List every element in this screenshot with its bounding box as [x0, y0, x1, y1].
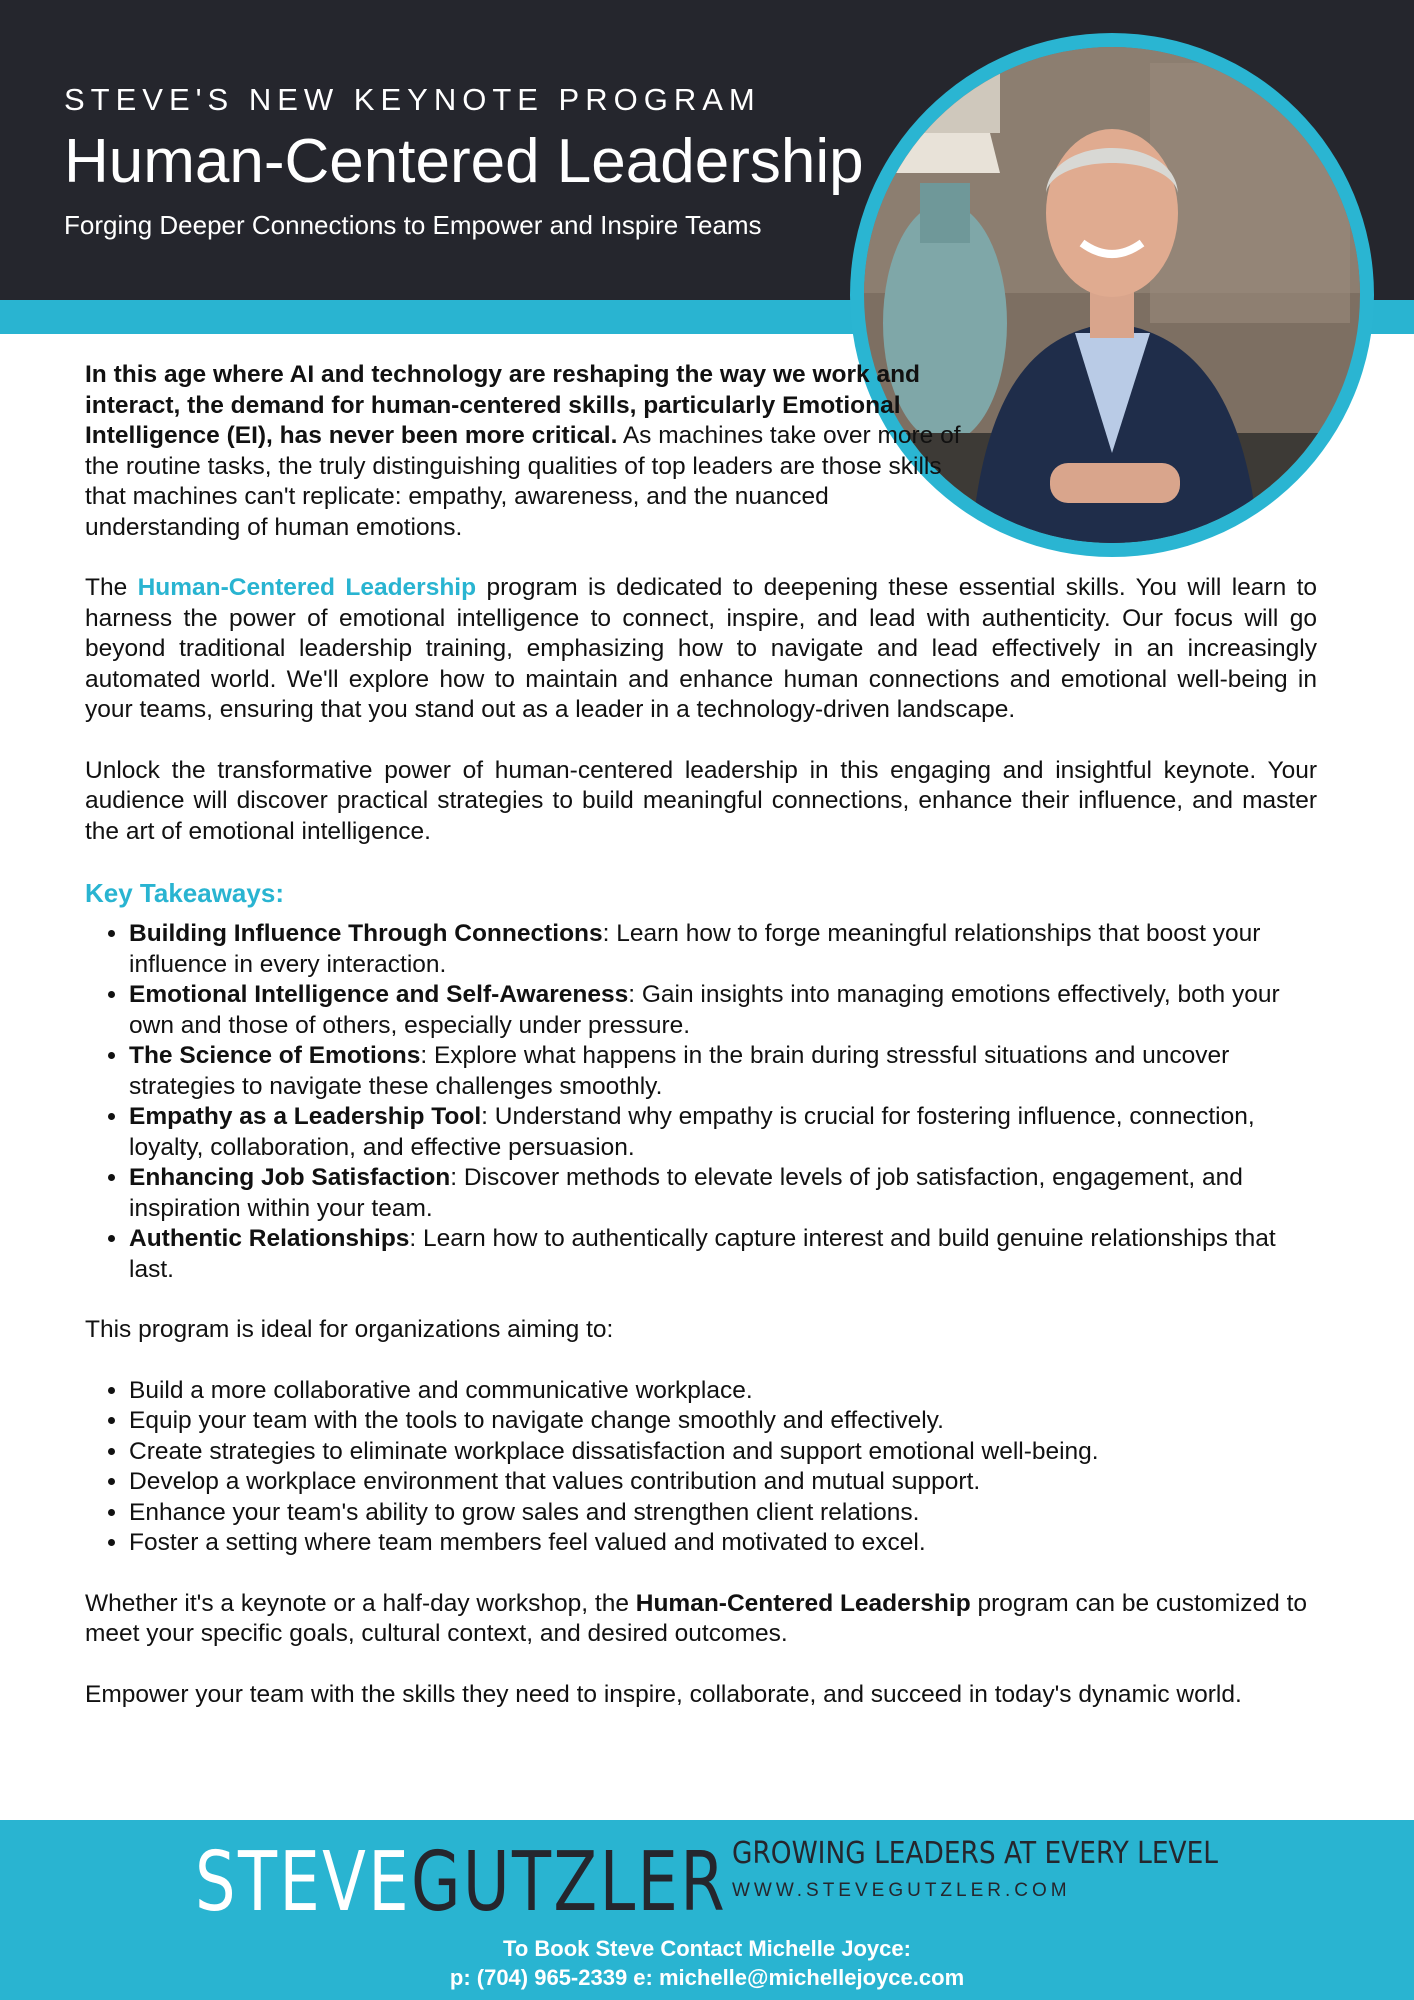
ideal-item: • Develop a workplace environment that values contribution and mutual support. — [129, 1467, 1317, 1498]
takeaway-item — [129, 1163, 1317, 1224]
customization-paragraph — [85, 1589, 1317, 1650]
takeaway-title: Building Influence Through Connections — [129, 920, 603, 947]
takeaway-item — [129, 1224, 1317, 1285]
footer-tagline: GROWING LEADERS AT EVERY LEVEL — [732, 1836, 1218, 1871]
ideal-item: • Equip your team with the tools to navigate change smoothly and effectively. — [129, 1406, 1317, 1437]
ideal-item: • Foster a setting where team members feel valued and motivated to excel. — [129, 1528, 1317, 1559]
page-title: Human-Centered Leadership — [64, 127, 864, 196]
intro-paragraph — [85, 360, 965, 543]
page-subtitle: Forging Deeper Connections to Empower and Inspire Teams — [64, 210, 762, 240]
custom-lead: Whether it's a keynote or a half-day workshop, the — [85, 1589, 636, 1617]
ideal-item: • Build a more collaborative and communicative workplace. — [129, 1376, 1317, 1407]
intro-text: As machines take over more of the routine tasks, the truly distinguishing qualities of top leaders are those skills that machines can't replicate: empathy, awareness, and the nuanced understanding of human emotions. — [85, 422, 961, 541]
takeaways-list — [85, 919, 1317, 1285]
key-takeaways-heading: Key Takeaways: — [85, 878, 284, 908]
takeaway-text: : Gain insights into managing emotions effectively, both your own and those of others, especially under pressure. — [129, 981, 1280, 1039]
contact-details[interactable]: p: (704) 965-2339 e: michelle@michellejoyce.com — [449, 1965, 965, 1990]
program-text: program is dedicated to deepening these essential skills. You will learn to harness the power of emotional intelligence to connect, inspire, and lead with authenticity. Our focus will go beyond traditional leadership training, emphasizing how to navigate and lead effectively in an increasingly automated world. We'll explore how to maintain and enhance human connections and emotional well-being in your teams, ensuring that you stand out as a leader in a technology-driven landscape. — [85, 574, 1318, 723]
takeaway-title: Enhancing Job Satisfaction — [129, 1164, 451, 1191]
ideal-list — [85, 1376, 1317, 1559]
website-link[interactable]: WWW.STEVEGUTZLER.COM — [732, 1880, 1071, 1901]
ideal-intro: This program is ideal for organizations aiming to: — [85, 1316, 614, 1343]
program-paragraph — [85, 573, 1317, 726]
takeaway-text: : Learn how to authentically capture interest and build genuine relationships that last. — [129, 1225, 1276, 1283]
takeaway-title: Emotional Intelligence and Self-Awareness — [129, 981, 629, 1008]
main-content — [85, 360, 1317, 1710]
steve-gutzler-logo — [195, 1835, 728, 1930]
takeaway-item — [129, 1041, 1317, 1102]
takeaway-item — [129, 1102, 1317, 1163]
takeaway-item — [129, 919, 1317, 980]
footer-banner — [0, 1820, 1414, 2000]
takeaway-text: : Discover methods to elevate levels of job satisfaction, engagement, and inspiration within your team. — [129, 1164, 1243, 1222]
logo-last-name: GUTZLER — [410, 1835, 728, 1930]
takeaway-text: : Learn how to forge meaningful relationships that boost your influence in every interaction. — [129, 920, 1261, 978]
custom-text: program can be customized to meet your specific goals, cultural context, and desired outcomes. — [85, 1589, 1308, 1647]
takeaway-title: Empathy as a Leadership Tool — [129, 1103, 482, 1130]
unlock-paragraph: Unlock the transformative power of human-centered leadership in this engaging and insightful keynote. Your audience will discover practical strategies to build meaningful connections, enhance their influence, and master the art of emotional intelligence. — [85, 756, 1317, 845]
takeaway-text: : Explore what happens in the brain during stressful situations and uncover strategies to navigate these challenges smoothly. — [129, 1042, 1230, 1100]
closing-paragraph: Empower your team with the skills they need to inspire, collaborate, and succeed in today's dynamic world. — [85, 1680, 1242, 1708]
ideal-item: • Create strategies to eliminate workplace dissatisfaction and support emotional well-being. — [129, 1437, 1317, 1468]
takeaway-title: Authentic Relationships — [129, 1225, 410, 1252]
program-lead: The — [85, 574, 138, 601]
ideal-item: • Enhance your team's ability to grow sales and strengthen client relations. — [129, 1498, 1317, 1529]
booking-label: To Book Steve Contact Michelle Joyce: — [503, 1936, 911, 1961]
eyebrow-text: STEVE'S NEW KEYNOTE PROGRAM — [64, 82, 761, 117]
takeaway-item — [129, 980, 1317, 1041]
logo-first-name: STEVE — [195, 1835, 411, 1930]
booking-contact — [0, 1934, 1414, 1992]
intro-bold-text: In this age where AI and technology are reshaping the way we work and interact, the demand for human-centered skills, particularly Emotional Intelligence (EI), has never been more critical. — [85, 361, 921, 449]
custom-program-name: Human-Centered Leadership — [635, 1589, 971, 1617]
program-name-highlight: Human-Centered Leadership — [137, 574, 477, 601]
takeaway-title: The Science of Emotions — [129, 1042, 421, 1069]
takeaway-text: : Understand why empathy is crucial for fostering influence, connection, loyalty, collaboration, and effective persuasion. — [129, 1103, 1255, 1161]
